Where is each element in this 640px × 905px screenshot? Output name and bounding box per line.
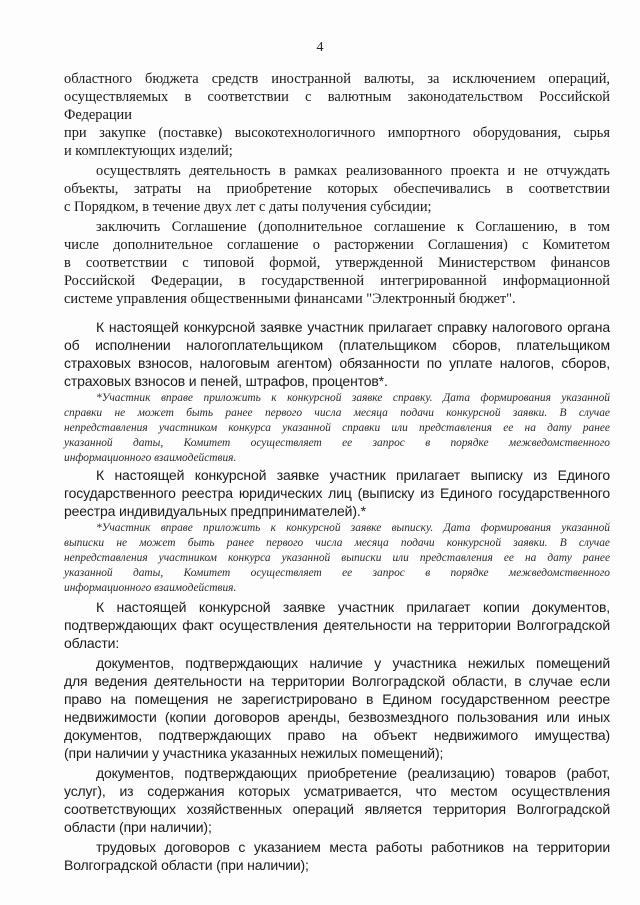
text-line: заключить Соглашение (дополнительное соглашение к Соглашению, в том [96,219,610,235]
footnote-line: справки не может быть ранее первого числа месяца подачи конкурсной заявки. В случае [64,407,610,419]
text-line: осуществляемых в соответствии с валютным законодательством Российской [64,89,610,105]
text-line: документов, подтверждающих наличие у участника нежилых помещений [96,655,610,671]
text-line: документов, подтверждающих приобретение (реализацию) товаров (работ, [96,765,610,781]
text-line: государственного реестра юридических лиц (выписку из Единого государственного [64,485,610,501]
footnote-line: выписки не может быть ранее первого числа месяца подачи конкурсной заявки. В случае [64,537,610,549]
footnote-line: непредставления участником конкурса указанной справки или представления ее на дату ранее [64,422,610,434]
text-line: недвижимости (копии договоров аренды, безвозмездного пользования или иных [64,709,610,725]
text-line: с Порядком, в течение двух лет с даты получения субсидии; [64,199,432,215]
text-line: числе дополнительное соглашение о расторжении Соглашения) с Комитетом [64,237,610,253]
footnote-line: непредставления участником конкурса указанной выписки или представления ее на дату ранее [64,552,610,564]
footnote-line: *Участник вправе приложить к конкурсной заявке справку. Дата формирования указанной [96,392,610,404]
footnote-line: информационного взаимодействия. [64,582,237,594]
text-line: системе управления общественными финансами "Электронный бюджет". [64,291,516,307]
text-line: и комплектующих изделий; [64,143,233,159]
text-line: в соответствии с типовой формой, утвержденной Министерством финансов [64,255,610,271]
footnote-line: информационного взаимодействия. [64,452,237,464]
text-line: К настоящей конкурсной заявке участник прилагает копии документов, [96,599,610,615]
text-line: К настоящей конкурсной заявке участник прилагает выписку из Единого [96,467,610,483]
text-line: об исполнении налогоплательщиком (плательщиком сборов, плательщиком [64,337,610,353]
footnote-line: *Участник вправе приложить к конкурсной заявке выписку. Дата формирования указанной [96,522,610,534]
text-line: право на помещения не зарегистрировано в Едином государственном реестре [64,691,610,707]
text-line: услуг), из содержания которых усматривается, что местом осуществления [64,783,610,799]
text-line: реестра индивидуальных предпринимателей).* [64,503,366,519]
text-line: области: [64,635,120,651]
text-line: Волгоградской области (при наличии); [64,857,309,873]
text-line: страховых взносов и пеней, штрафов, процентов*. [64,373,388,389]
text-line: Российской Федерации, в государственной интегрированной информационной [64,273,610,289]
text-line: осуществлять деятельность в рамках реализованного проекта и не отчуждать [96,163,610,179]
text-line: подтверждающих факт осуществления деятельности на территории Волгоградской [64,617,610,633]
text-line: при закупке (поставке) высокотехнологичного импортного оборудования, сырья [64,125,610,141]
text-line: (при наличии у участника указанных нежилых помещений); [64,745,444,761]
footnote-line: указанной даты, Комитет осуществляет ее запрос в порядке межведомственного [64,437,610,449]
text-line: трудовых договоров с указанием места работы работников на территории [96,839,610,855]
text-line: соответствующих хозяйственных операций является территория Волгоградской [64,801,610,817]
text-line: для ведения деятельности на территории Волгоградской области, в случае если [64,673,610,689]
text-line: объекты, затраты на приобретение которых обеспечивались в соответствии [64,181,610,197]
page-number: 4 [316,40,324,55]
text-line: К настоящей конкурсной заявке участник прилагает справку налогового органа [96,319,610,335]
text-line: областного бюджета средств иностранной валюты, за исключением операций, [64,71,610,87]
text-line: области (при наличии); [64,819,212,835]
footnote-line: указанной даты, Комитет осуществляет ее запрос в порядке межведомственного [64,567,610,579]
text-line: документов, подтверждающих право на объект недвижимого имущества) [64,727,610,743]
text-line: Федерации [64,107,132,123]
text-line: страховых взносов, налоговым агентом) обязанности по уплате налогов, сборов, [64,355,610,371]
